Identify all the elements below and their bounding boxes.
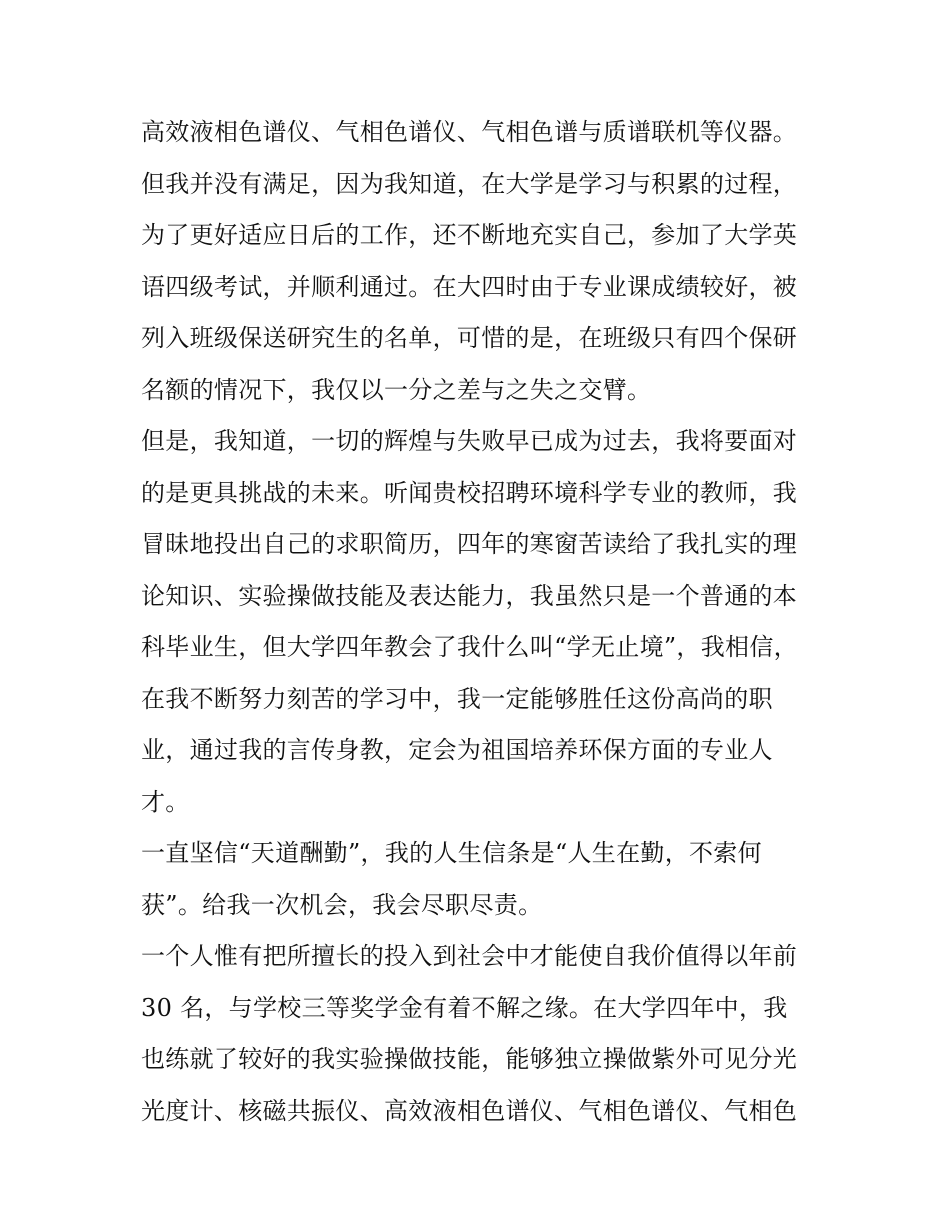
text-line: 也练就了较好的我实验操做技能，能够独立操做紫外可见分光 [141, 1045, 798, 1073]
text-line: 为了更好适应日后的工作，还不断地充实自己，参加了大学英 [141, 221, 798, 249]
text-line: 的是更具挑战的未来。听闻贵校招聘环境科学专业的教师，我 [141, 478, 798, 507]
text-line: 获”。给我一次机会，我会尽职尽责。 [141, 890, 543, 919]
text-line: 一个人惟有把所擅长的投入到社会中才能使自我价值得以年前 [141, 942, 798, 970]
text-line: 一直坚信“天道酬勤”，我的人生信条是“人生在勤，不索何 [141, 839, 762, 867]
text-line: 科毕业生，但大学四年教会了我什么叫“学无止境”，我相信， [141, 633, 798, 661]
text-line: 才。 [141, 787, 190, 816]
text-line: 语四级考试，并顺利通过。在大四时由于专业课成绩较好，被 [141, 272, 798, 301]
text-line: 业，通过我的言传身教，定会为祖国培养环保方面的专业人 [141, 736, 773, 764]
text-line: 列入班级保送研究生的名单，可惜的是，在班级只有四个保研 [141, 324, 798, 352]
text-line: 冒昧地投出自己的求职简历，四年的寒窗苦读给了我扎实的理 [141, 530, 798, 558]
text-line: 光度计、核磁共振仪、高效液相色谱仪、气相色谱仪、气相色 [141, 1096, 798, 1125]
text-line: 但我并没有满足，因为我知道，在大学是学习与积累的过程， [141, 169, 798, 198]
body-text [141, 107, 831, 1137]
text-line: 论知识、实验操做技能及表达能力，我虽然只是一个普通的本 [141, 581, 798, 610]
text-line: 名额的情况下，我仅以一分之差与之失之交臂。 [141, 375, 652, 404]
text-line: 在我不断努力刻苦的学习中，我一定能够胜任这份高尚的职 [141, 684, 773, 713]
text-line: 高效液相色谱仪、气相色谱仪、气相色谱与质谱联机等仪器。 [141, 118, 798, 146]
text-line: 但是，我知道，一切的辉煌与失败早已成为过去，我将要面对 [141, 427, 798, 455]
text-line: 30 名，与学校三等奖学金有着不解之缘。在大学四年中，我 [141, 993, 788, 1022]
